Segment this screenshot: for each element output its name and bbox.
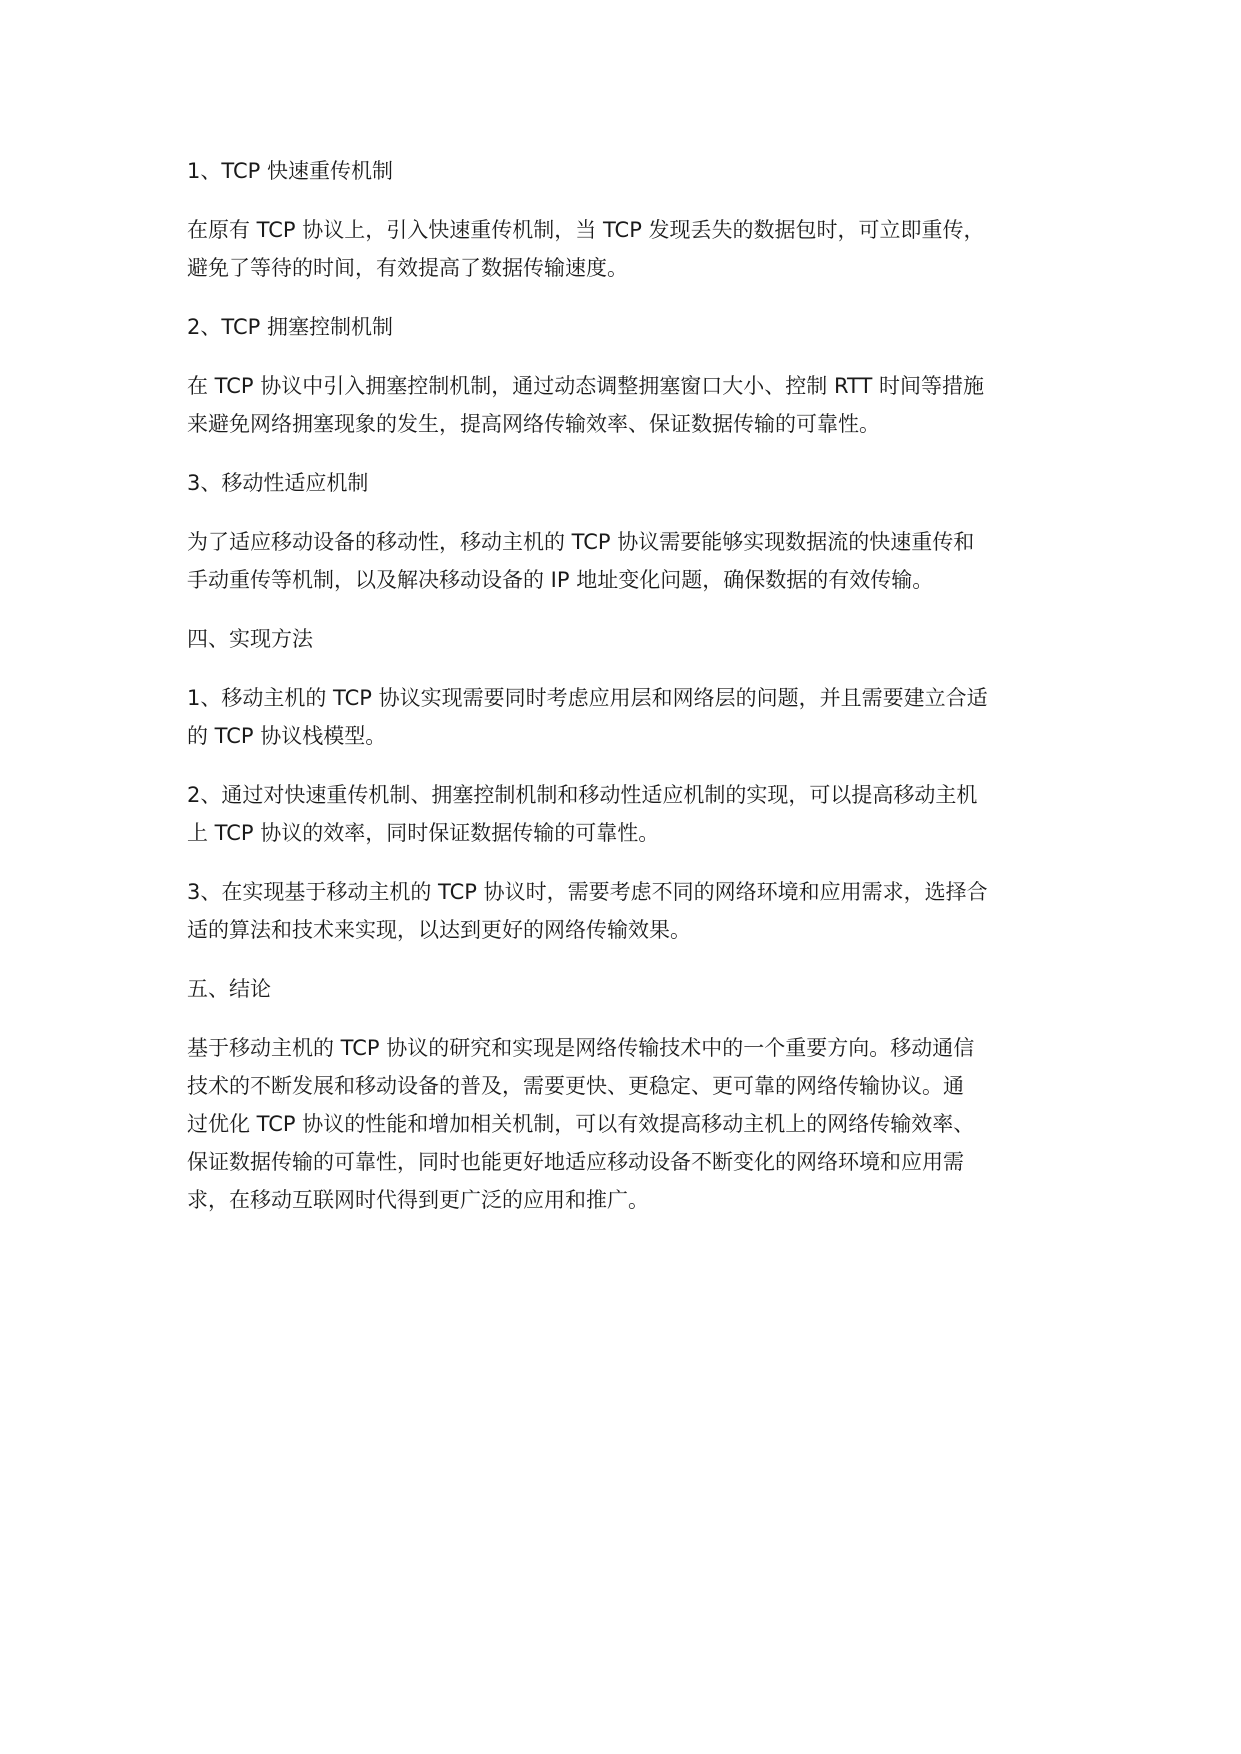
text-line: 2、通过对快速重传机制、拥塞控制机制和移动性适应机制的实现，可以提高移动主机: [187, 783, 978, 807]
text-line: 基于移动主机的 TCP 协议的研究和实现是网络传输技术中的一个重要方向。移动通信: [187, 1036, 975, 1060]
text-line: 求，在移动互联网时代得到更广泛的应用和推广。: [187, 1188, 649, 1212]
text-line: 手动重传等机制，以及解决移动设备的 IP 地址变化问题，确保数据的有效传输。: [187, 568, 934, 592]
paragraph-congestion-control: [187, 367, 1057, 443]
text-line: 为了适应移动设备的移动性，移动主机的 TCP 协议需要能够实现数据流的快速重传和: [187, 530, 975, 554]
section-heading-conclusion: [187, 970, 1057, 1008]
paragraph-conclusion: [187, 1029, 1057, 1219]
text-line: 在原有 TCP 协议上，引入快速重传机制，当 TCP 发现丢失的数据包时，可立即重传，: [187, 218, 985, 242]
text-line: 的 TCP 协议栈模型。: [187, 724, 387, 748]
paragraph-implementation-2: [187, 776, 1057, 852]
text-line: 在 TCP 协议中引入拥塞控制机制，通过动态调整拥塞窗口大小、控制 RTT 时间等措施: [187, 374, 984, 398]
text-line: 五、结论: [187, 977, 271, 1001]
text-line: 避免了等待的时间，有效提高了数据传输速度。: [187, 256, 628, 280]
text-line: 四、实现方法: [187, 627, 313, 651]
text-line: 3、在实现基于移动主机的 TCP 协议时，需要考虑不同的网络环境和应用需求，选择合: [187, 880, 988, 904]
section-heading-congestion-control: [187, 308, 1057, 346]
text-line: 2、TCP 拥塞控制机制: [187, 315, 393, 339]
paragraph-implementation-1: [187, 679, 1057, 755]
text-line: 保证数据传输的可靠性，同时也能更好地适应移动设备不断变化的网络环境和应用需: [187, 1150, 964, 1174]
paragraph-fast-retransmit: [187, 211, 1057, 287]
text-line: 过优化 TCP 协议的性能和增加相关机制，可以有效提高移动主机上的网络传输效率、: [187, 1112, 975, 1136]
text-line: 上 TCP 协议的效率，同时保证数据传输的可靠性。: [187, 821, 660, 845]
text-line: 来避免网络拥塞现象的发生，提高网络传输效率、保证数据传输的可靠性。: [187, 412, 880, 436]
section-heading-fast-retransmit: [187, 152, 1057, 190]
paragraph-mobility-adaptation: [187, 523, 1057, 599]
document-body: [187, 152, 1057, 1240]
section-heading-implementation: [187, 620, 1057, 658]
text-line: 适的算法和技术来实现，以达到更好的网络传输效果。: [187, 918, 691, 942]
text-line: 1、TCP 快速重传机制: [187, 159, 393, 183]
text-line: 3、移动性适应机制: [187, 471, 369, 495]
paragraph-implementation-3: [187, 873, 1057, 949]
section-heading-mobility-adaptation: [187, 464, 1057, 502]
text-line: 1、移动主机的 TCP 协议实现需要同时考虑应用层和网络层的问题，并且需要建立合适: [187, 686, 988, 710]
text-line: 技术的不断发展和移动设备的普及，需要更快、更稳定、更可靠的网络传输协议。通: [187, 1074, 964, 1098]
